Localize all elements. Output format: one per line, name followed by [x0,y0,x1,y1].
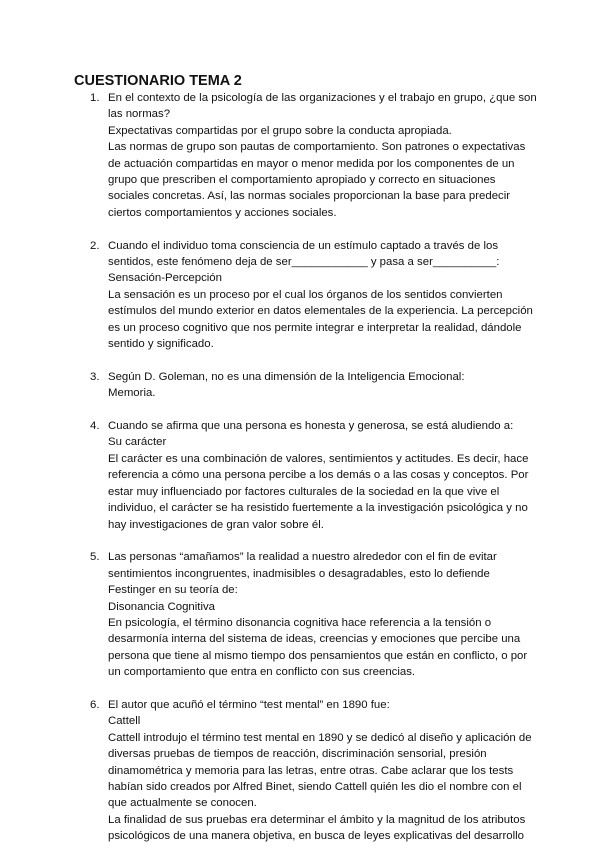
text-line: Cuando el individuo toma consciencia de un estímulo captado a través de los [108,239,499,252]
text-line: Sensación-Percepción [108,272,222,285]
text-line: Memoria. [108,387,156,400]
question-item [0,418,600,533]
question-number: 1. [90,92,100,104]
text-line: de actuación compartidas en mayor o menor medida por los componentes de un [108,157,515,170]
text-line: individuo, el carácter se ha resistido fuertemente a la investigación psicológica y no [108,502,528,515]
text-line: El autor que acuñó el término “test mental” en 1890 fue: [108,698,390,711]
text-line: diversas pruebas de tiempos de reacción, discriminación sensorial, presión [108,748,487,761]
text-line: dinamométrica y memoria para las letras, entre otras. Cabe aclarar que los tests [108,764,514,777]
text-line: Cuando se afirma que una persona es honesta y generosa, se está aludiendo a: [108,420,514,433]
text-line: ciertos comportamientos y acciones sociales. [108,206,337,219]
text-line: hay investigaciones de gran valor sobre él. [108,518,324,531]
text-line: La finalidad de sus pruebas era determinar el ámbito y la magnitud de los atributos [108,813,526,826]
question-item [0,369,600,402]
text-line: sentidos, este fenómeno deja de ser____________ y pasa a ser__________: [108,256,500,269]
text-line: Según D. Goleman, no es una dimensión de la Inteligencia Emocional: [108,370,465,383]
question-number: 6. [90,698,100,711]
text-line: En psicología, el término disonancia cognitiva hace referencia a la tensión o [108,616,492,629]
text-line: sociales concretas. Así, las normas sociales proporcionan la base para predecir [108,190,511,203]
text-line: estar muy influenciado por factores culturales de la sociedad en la que vive el [108,485,500,498]
text-line: es un proceso cognitivo que nos permite integrar e interpretar la realidad, dándole [108,321,522,334]
text-line: las normas? [108,108,171,121]
text-line: Cattell [108,715,141,728]
question-item [0,90,600,221]
question-number: 3. [90,370,100,383]
question-number: 5. [90,551,100,564]
text-line: persona que tiene al mismo tiempo dos pensamientos que están en conflicto, o por [108,649,528,662]
document-title: CUESTIONARIO TEMA 2 [74,73,242,89]
text-line: sentimientos incongruentes, inadmisibles o desagradables, esto lo defiende [108,567,490,580]
text-line: desarmonía interna del sistema de ideas, creencias y emociones que percibe una [108,633,521,646]
text-line: referencia a cómo una persona percibe a los demás o a las cosas y conceptos. Por [108,469,529,482]
text-line: La sensación es un proceso por el cual los órganos de los sentidos convierten [108,288,503,301]
text-line: Festinger en su teoría de: [108,584,238,597]
text-line: que actualmente se conocen. [108,797,257,810]
question-item [0,697,600,845]
question-list [0,90,600,861]
text-line: Su carácter [108,436,167,449]
text-line: Cattell introdujo el término test mental en 1890 y se dedicó al diseño y aplicación de [108,731,532,744]
text-line: Expectativas compartidas por el grupo sobre la conducta apropiada. [108,124,452,137]
question-number: 2. [90,239,100,252]
text-line: El carácter es una combinación de valores, sentimientos y actitudes. Es decir, hace [108,452,529,465]
text-line: estímulos del mundo exterior en datos elementales de la experiencia. La percepción [108,305,533,318]
text-line: un comportamiento que entra en conflicto con sus creencias. [108,666,416,679]
question-item [0,549,600,680]
question-number: 4. [90,420,100,433]
text-line: habían sido creados por Alfred Binet, siendo Cattell quién les dio el nombre con el [108,780,522,793]
question-item [0,238,600,353]
text-line: grupo que prescriben el comportamiento apropiado y correcto en situaciones [108,174,496,187]
text-line: Las normas de grupo son pautas de comportamiento. Son patrones o expectativas [108,141,526,154]
text-line: Disonancia Cognitiva [108,600,216,613]
text-line: En el contexto de la psicología de las organizaciones y el trabajo en grupo, ¿que son [108,92,537,104]
text-line: psicológicos de una manera objetiva, en busca de leyes explicativas del desarrollo [108,830,525,843]
text-line: Las personas “amañamos” la realidad a nuestro alrededor con el fin de evitar [108,551,497,564]
text-line: sentido y significado. [108,338,214,351]
